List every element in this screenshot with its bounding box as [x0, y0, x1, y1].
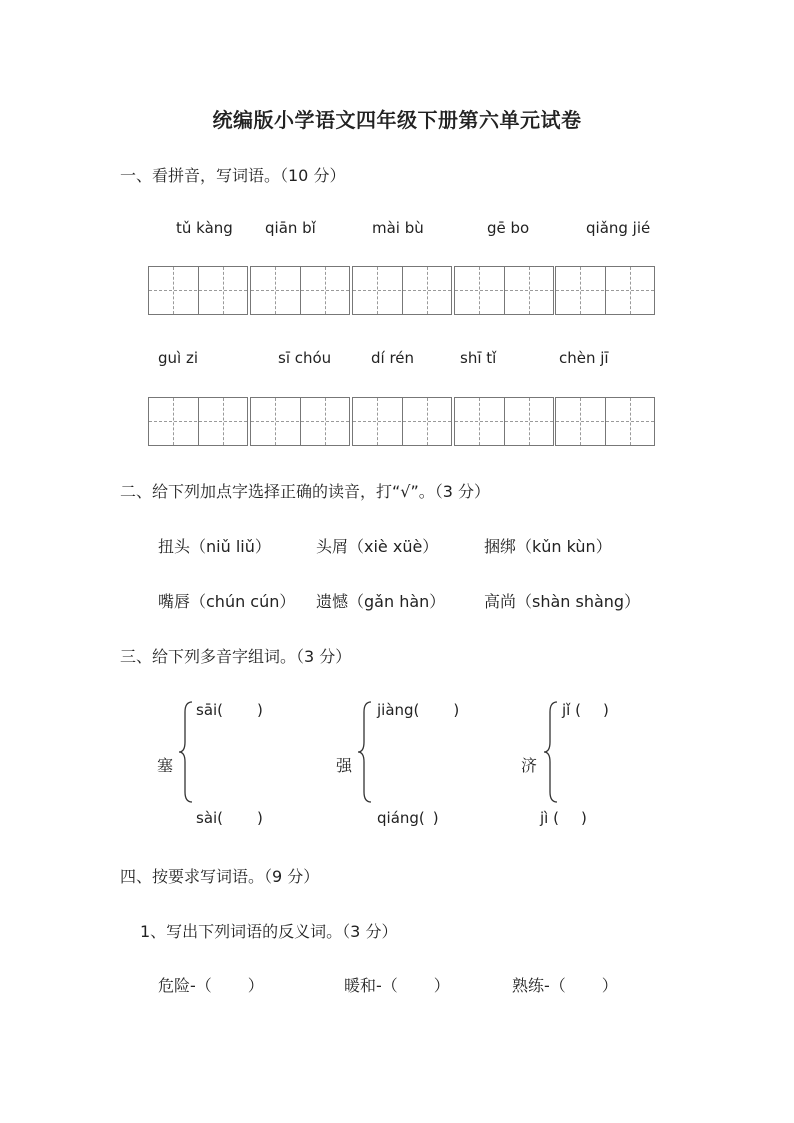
brace-icon — [178, 700, 194, 804]
subquestion-1-heading: 1、写出下列词语的反义词。（3 分） — [140, 922, 398, 941]
pinyin-2-1: guì zi — [158, 349, 199, 367]
section-3-heading: 三、给下列多音字组词。（3 分） — [120, 647, 352, 666]
reading-choice-item[interactable]: 嘴唇（chún cún） — [158, 592, 296, 611]
pinyin-2-4: shī tǐ — [460, 349, 497, 367]
polyphone-char: 塞 — [157, 756, 174, 775]
polyphone-bottom-reading: qiáng( ) — [377, 809, 439, 827]
writing-box[interactable] — [250, 397, 350, 446]
writing-grid-row-2 — [148, 397, 654, 446]
polyphone-bottom-reading: jì ( ) — [540, 809, 587, 827]
writing-box[interactable] — [148, 266, 248, 315]
brace-icon — [543, 700, 559, 804]
writing-box[interactable] — [352, 266, 452, 315]
pinyin-1-4: gē bo — [487, 219, 530, 237]
pinyin-2-2: sī chóu — [278, 349, 332, 367]
polyphone-char: 强 — [336, 756, 353, 775]
antonym-item[interactable]: 熟练-（ ） — [512, 976, 618, 995]
polyphone-top-reading: sāi( ) — [196, 701, 263, 719]
pinyin-2-5: chèn jī — [559, 349, 609, 367]
reading-choice-item[interactable]: 遗憾（gǎn hàn） — [316, 592, 446, 611]
section-2-heading: 二、给下列加点字选择正确的读音，打“√”。（3 分） — [120, 482, 491, 501]
reading-choice-item[interactable]: 高尚（shàn shàng） — [484, 592, 641, 611]
polyphone-char: 济 — [521, 756, 538, 775]
writing-box[interactable] — [148, 397, 248, 446]
writing-box[interactable] — [454, 397, 554, 446]
writing-box[interactable] — [250, 266, 350, 315]
section-1-heading: 一、看拼音，写词语。（10 分） — [120, 166, 346, 185]
writing-box[interactable] — [454, 266, 554, 315]
pinyin-1-3: mài bù — [372, 219, 424, 237]
polyphone-top-reading: jǐ ( ) — [562, 701, 609, 719]
pinyin-1-5: qiǎng jié — [586, 219, 651, 237]
polyphone-top-reading: jiàng( ) — [377, 701, 460, 719]
writing-grid-row-1 — [148, 266, 654, 315]
writing-box[interactable] — [555, 397, 655, 446]
pinyin-1-1: tǔ kàng — [176, 219, 233, 237]
section-4-heading: 四、按要求写词语。（9 分） — [120, 867, 320, 886]
reading-choice-item[interactable]: 扭头（niǔ liǔ） — [158, 537, 271, 556]
pinyin-2-3: dí rén — [371, 349, 415, 367]
writing-box[interactable] — [352, 397, 452, 446]
page-title: 统编版小学语文四年级下册第六单元试卷 — [212, 108, 582, 132]
brace-icon — [357, 700, 373, 804]
antonym-item[interactable]: 暖和-（ ） — [344, 976, 450, 995]
writing-box[interactable] — [555, 266, 655, 315]
pinyin-1-2: qiān bǐ — [265, 219, 316, 237]
reading-choice-item[interactable]: 捆绑（kǔn kùn） — [484, 537, 612, 556]
polyphone-bottom-reading: sài( ) — [196, 809, 263, 827]
antonym-item[interactable]: 危险-（ ） — [158, 976, 264, 995]
reading-choice-item[interactable]: 头屑（xiè xüè） — [316, 537, 439, 556]
